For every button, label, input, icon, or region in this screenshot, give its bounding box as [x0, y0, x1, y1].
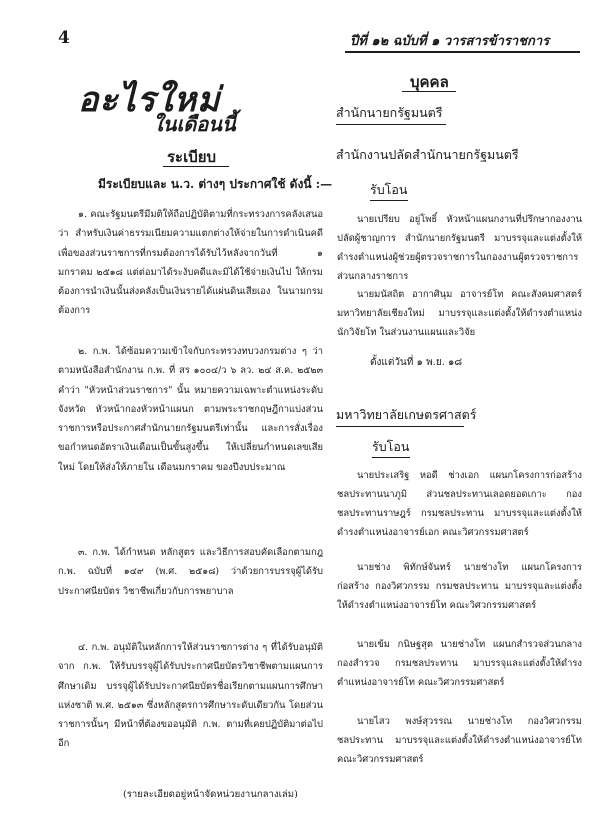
kasetsart-underline	[336, 426, 464, 427]
decorative-title-line2: ในเดือนนี้	[153, 112, 236, 136]
person-paragraph-1: นายเปรียบ อยู่โพธิ์ หัวหน้าแผนกงานที่ปรึกษากองงานปลัดผู้ชาญการ สำนักนายกรัฐมนตรี มาบรรจุและแต่งตั้งให้ดำรงตำแหน่งผู้ช่วยผู้ตรวจราชการในกองงานผู้ตรวจราชการ ส่วนกลางราชการ	[337, 214, 582, 282]
person-paragraph-4: นายช่าง พิทักษ์จันทร์ นายช่างโท แผนกโครงการก่อสร้าง กองวิศวกรรม กรมชลประทาน มาบรรจุและแต่งตั้งให้ดำรงตำแหน่งอาจารย์โท คณะวิศวกรรมศาสตร์	[337, 562, 582, 611]
left-section-heading: ระเบียบ	[167, 148, 217, 166]
pm-office-underline	[336, 124, 446, 125]
person-paragraph-6: นายไสว พงษ์สุวรรณ นายช่างโท กองวิศวกรรมชลประทาน มาบรรจุและแต่งตั้งให้ดำรงตำแหน่งอาจารย์โท คณะวิศวกรรมศาสตร์	[337, 716, 582, 765]
section-subtitle-pm-office: สำนักงานปลัดสำนักนายกรัฐมนตรี	[336, 147, 519, 162]
right-section-heading: บุคคล	[410, 73, 449, 91]
regulation-paragraph-3: ๓. ก.พ. ได้กำหนด หลักสูตร และวิธีการสอบคัดเลือกตามกฎ ก.พ. ฉบับที่ ๑๔๙ (พ.ศ. ๒๕๑๘) ว่าด้วยการบรรจุผู้ได้รับประกาศนียบัตร วิชาชีพเกี่ยวกับการพยาบาล	[58, 547, 323, 597]
right-heading-underline	[402, 91, 456, 92]
header-rule	[345, 51, 580, 53]
regulation-paragraph-4: ๔. ก.พ. อนุมัติในหลักการให้ส่วนราชการต่าง ๆ ที่ได้รับอนุมัติจาก ก.พ. ให้รับบรรจุผู้ได้รับประกาศนียบัตรวิชาชีพตามแผนการศึกษาเดิม บรรจุผู้ได้รับประกาศนียบัตรชื่อเรียกตามแผนการศึกษาแห่งชาติ พ.ศ. ๒๕๑๓ ซึ่งหลักสูตรการศึกษาระดับเดียวกัน โดยส่วนราชการนั้นๆ มีหน้าที่ต้องขออนุมัติ ก.พ. ตามที่เคยปฏิบัติมาต่อไปอีก	[58, 642, 323, 750]
page-number: 4	[58, 28, 70, 48]
regulation-paragraph-1: ๑. คณะรัฐมนตรีมีมติให้ถือปฏิบัติตามที่กระทรวงการคลังเสนอว่า สำหรับเงินค่าธรรมเนียมความแตกต่างให้จ่ายในการดำเนินคดีเพื่อของส่วนราชการที่กรมต้องการได้รับไว้หลังจากวันที่ ๑ มกราคม ๒๕๑๘ แต่ต่อมาได้ระงับคดีและมิได้ใช้จ่ายเงินไป ให้กรมต้องการนำเงินนั้นส่งคลังเป็นเงินรายได้แผ่นดินเสียเอง ในนามกรมต้องการ	[58, 209, 323, 317]
transfer-1-underline	[370, 200, 408, 201]
person-paragraph-3: นายประเสริฐ หอดี ช่างเอก แผนกโครงการก่อสร้างชลประทานนาภูมิ ส่วนชลประทานเลอดยอดเกาะ กองชลประทานราษฎร์ กรมชลประทาน มาบรรจุและแต่งตั้งให้ดำรงตำแหน่งอาจารย์เอก คณะวิศวกรรมศาสตร์	[337, 470, 582, 538]
subhead-transfer-1: รับโอน	[370, 182, 408, 197]
section-title-kasetsart: มหาวิทยาลัยเกษตรศาสตร์	[336, 407, 477, 422]
decorative-title-line1: อะไรใหม่	[78, 80, 221, 120]
running-head: ปีที่ ๑๒ ฉบับที่ ๑ วารสารข้าราชการ	[350, 34, 550, 49]
transfer-2-underline	[372, 457, 410, 458]
person-paragraph-5: นายเข้ม กนิษฐสุต นายช่างโท แผนกสำรวจส่วนกลาง กองสำรวจ กรมชลประทาน มาบรรจุและแต่งตั้งให้ดำรงตำแหน่งอาจารย์โท คณะวิศวกรรมศาสตร์	[337, 639, 582, 688]
section-title-pm-office: สำนักนายกรัฐมนตรี	[336, 105, 443, 120]
effective-date: ตั้งแต่วันที่ ๑ พ.ย. ๑๘	[370, 357, 463, 368]
person-paragraph-2: นายมนัสถิต อากาศินุม อาจารย์โท คณะสังคมศาสตร์ มหาวิทยาลัยเชียงใหม่ มาบรรจุและแต่งตั้งให้ดำรงตำแหน่งนักวิจัยโท ในส่วนงานแผนและวิจัย	[337, 289, 582, 338]
continued-note: (รายละเอียดอยู่หน้าจัดหน่วยงานกลางเล่ม)	[123, 789, 298, 800]
left-heading-underline	[163, 166, 229, 167]
regulation-paragraph-2: ๒. ก.พ. ได้ซ้อมความเข้าใจกับกระทรวงทบวงกรมต่าง ๆ ว่า ตามหนังสือสำนักงาน ก.พ. ที่ สร ๑๐๐๔/ว ๖ ลว. ๒๔ ส.ค. ๒๕๒๓ คำว่า "หัวหน้าส่วนราชการ" นั้น หมายความเฉพาะตำแหน่งระดับจังหวัด หัวหน้ากองหัวหน้าแผนก ตามพระราชกฤษฎีกาแบ่งส่วนราชการหรือประกาศสำนักนายกรัฐมนตรีเท่านั้น และการสั่งเรื่องขอกำหนดอัตราเงินเดือนเป็นขั้นสูงขึ้น ให้เปลี่ยนกำหนดเลขเสียใหม่ โดยให้ส่งให้ภายใน เดือนมกราคม ของปีงบประมาณ	[58, 346, 323, 473]
subhead-transfer-2: รับโอน	[372, 439, 410, 454]
intro-line: มีระเบียบและ น.ว. ต่างๆ ประกาศใช้ ดังนี้ :—	[98, 177, 333, 191]
